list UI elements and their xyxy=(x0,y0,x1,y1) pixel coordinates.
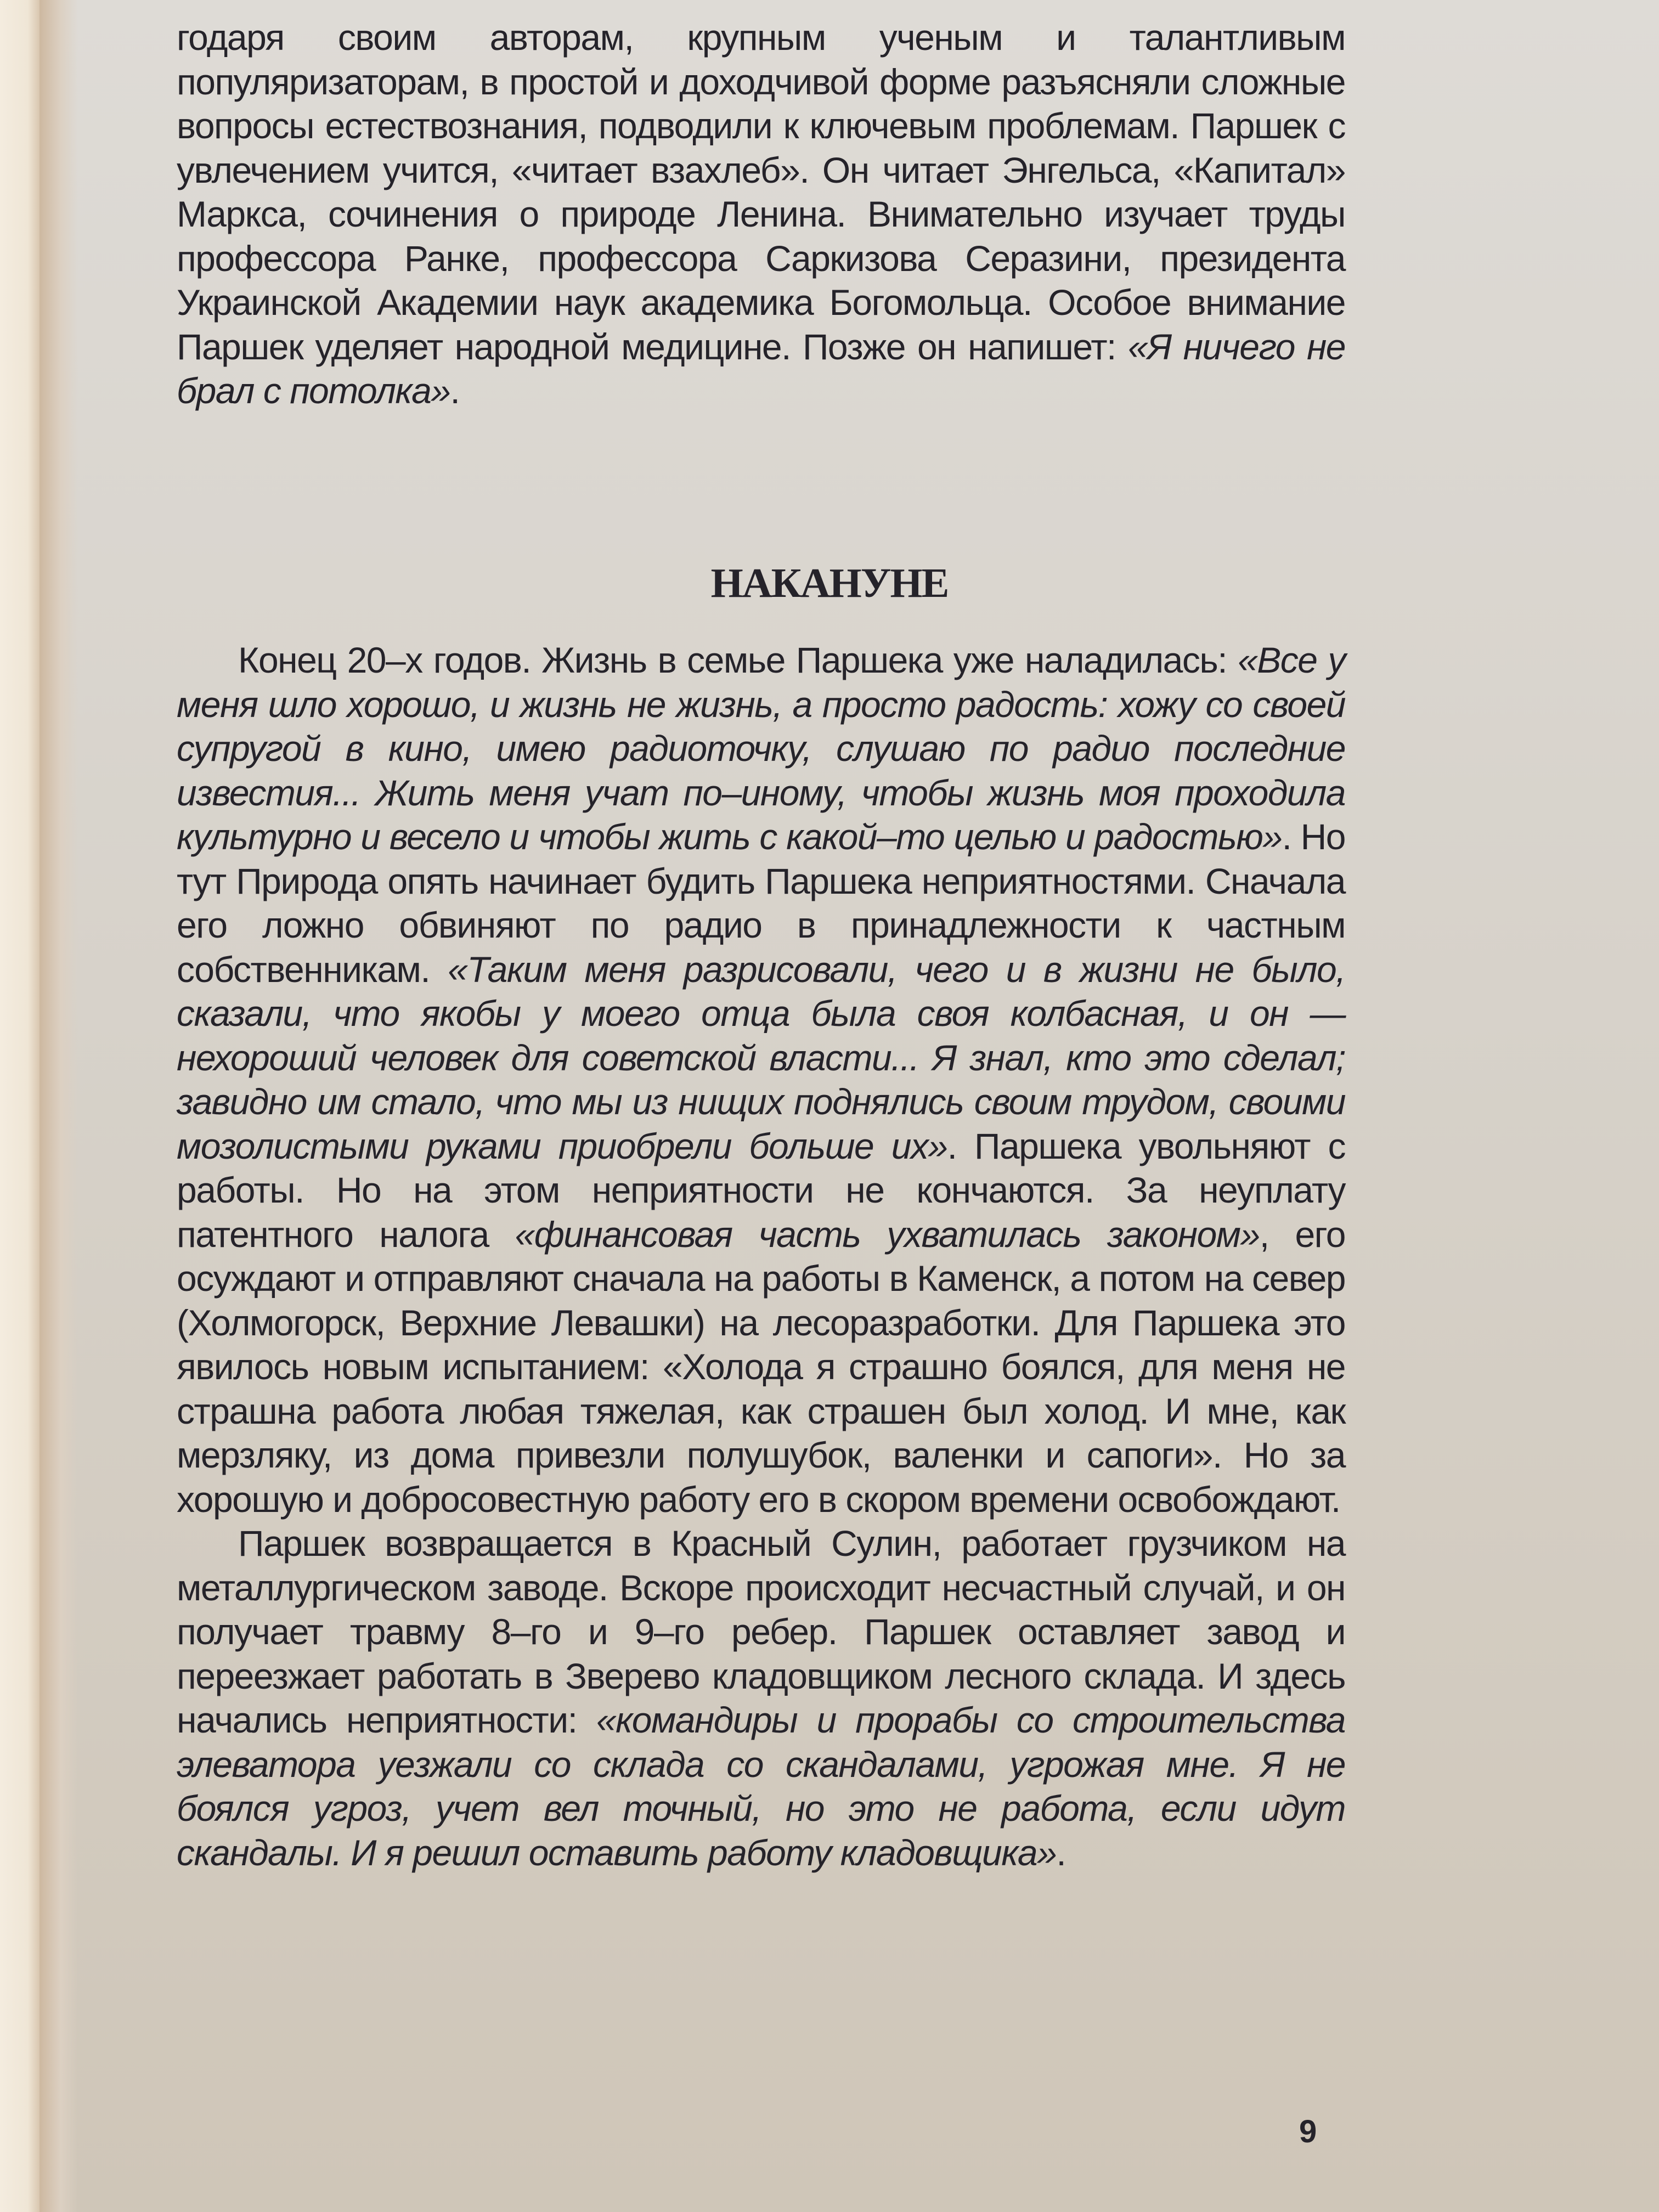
paragraph-2-quote-1: «командиры и прорабы со строительства элеватора уезжали со склада со скандалами, угрожая мне. Я не боялся угроз, учет вел точный, но это не работа, если идут скандалы. И я решил оставить работу кладовщика» xyxy=(177,1700,1345,1873)
top-paragraph xyxy=(177,15,1345,413)
section-heading: НАКАНУНЕ xyxy=(710,560,949,606)
paragraph-1-quote-2: «Таким меня разрисовали, чего и в жизни не было, сказали, что якобы у моего отца была своя колбасная, и он — нехороший человек для советской власти... Я знал, кто это сделал; завидно им стало, что мы из нищих поднялись своим трудом, своими мозолистыми руками приобрели больше их» xyxy=(177,949,1345,1166)
page-number: 9 xyxy=(1299,2114,1317,2149)
paragraph-2 xyxy=(177,1521,1345,1875)
paragraph-2-end: . xyxy=(1056,1832,1066,1873)
top-paragraph-text: годаря своим авторам, крупным ученым и талантливым популяризаторам, в простой и доходчивой форме разъясняли сложные вопросы естествознания, подводили к ключевым проблемам. Паршек с увлечением учится, «читает взахлеб». Он читает Энгельса, «Капитал» Маркса, сочинения о природе Ленина. Внимательно изучает труды профессора Ранке, профессора Саркизова Серазини, президента Украинской Академии наук академика Богомольца. Особое внимание Паршек уделяет народной медицине. Позже он напишет: xyxy=(177,17,1345,367)
adjacent-page-edge xyxy=(0,0,40,2212)
paragraph-1-text-3: . Паршека увольняют с работы. Но на этом неприятности не кончаются. За неуплату патентного налога xyxy=(177,1125,1346,1255)
main-text-block xyxy=(177,638,1345,1875)
top-paragraph-block xyxy=(177,15,1345,413)
paragraph-1-quote-3: «финансовая часть ухватилась законом» xyxy=(515,1214,1260,1255)
paragraph-1-text-1: Конец 20–х годов. Жизнь в семье Паршека уже наладилась: xyxy=(238,640,1238,680)
page-gutter-shadow xyxy=(40,0,78,2212)
top-paragraph-quote: «Я ничего не брал с потолка» xyxy=(177,326,1345,411)
paragraph-1-quote-1: «Все у меня шло хорошо, и жизнь не жизнь, а просто радость: хожу со своей супругой в кино, имею радиоточку, слушаю по радио последние известия... Жить меня учат по–иному, чтобы жизнь моя проходила культурно и весело и чтобы жить с какой–то целью и радостью» xyxy=(177,640,1345,857)
paragraph-2-text-1: Паршек возвращается в Красный Сулин, работает грузчиком на металлургическом заводе. Вскоре происходит несчастный случай, и он получает травму 8–го и 9–го ребер. Паршек оставляет завод и переезжает работать в Зверево кладовщиком лесного склада. И здесь начались неприятности: xyxy=(177,1523,1345,1740)
paragraph-1 xyxy=(177,638,1345,1521)
paragraph-1-text-4: , его осуждают и отправляют сначала на работы в Каменск, а потом на север (Холмогорск, Верхние Левашки) на лесоразработки. Для Паршека это явилось новым испытанием: «Холода я страшно боялся, для меня не страшна работа любая тяжелая, как страшен был холод. И мне, как мерзляку, из дома привезли полушубок, валенки и сапоги». Но за хорошую и добросовестную работу его в скором времени освобождают. xyxy=(177,1214,1346,1520)
paragraph-1-text-2: . Но тут Природа опять начинает будить Паршека неприятностями. Сначала его ложно обвиняют по радио в принадлежности к частным собственникам. xyxy=(177,816,1345,990)
top-paragraph-end: . xyxy=(450,370,460,411)
